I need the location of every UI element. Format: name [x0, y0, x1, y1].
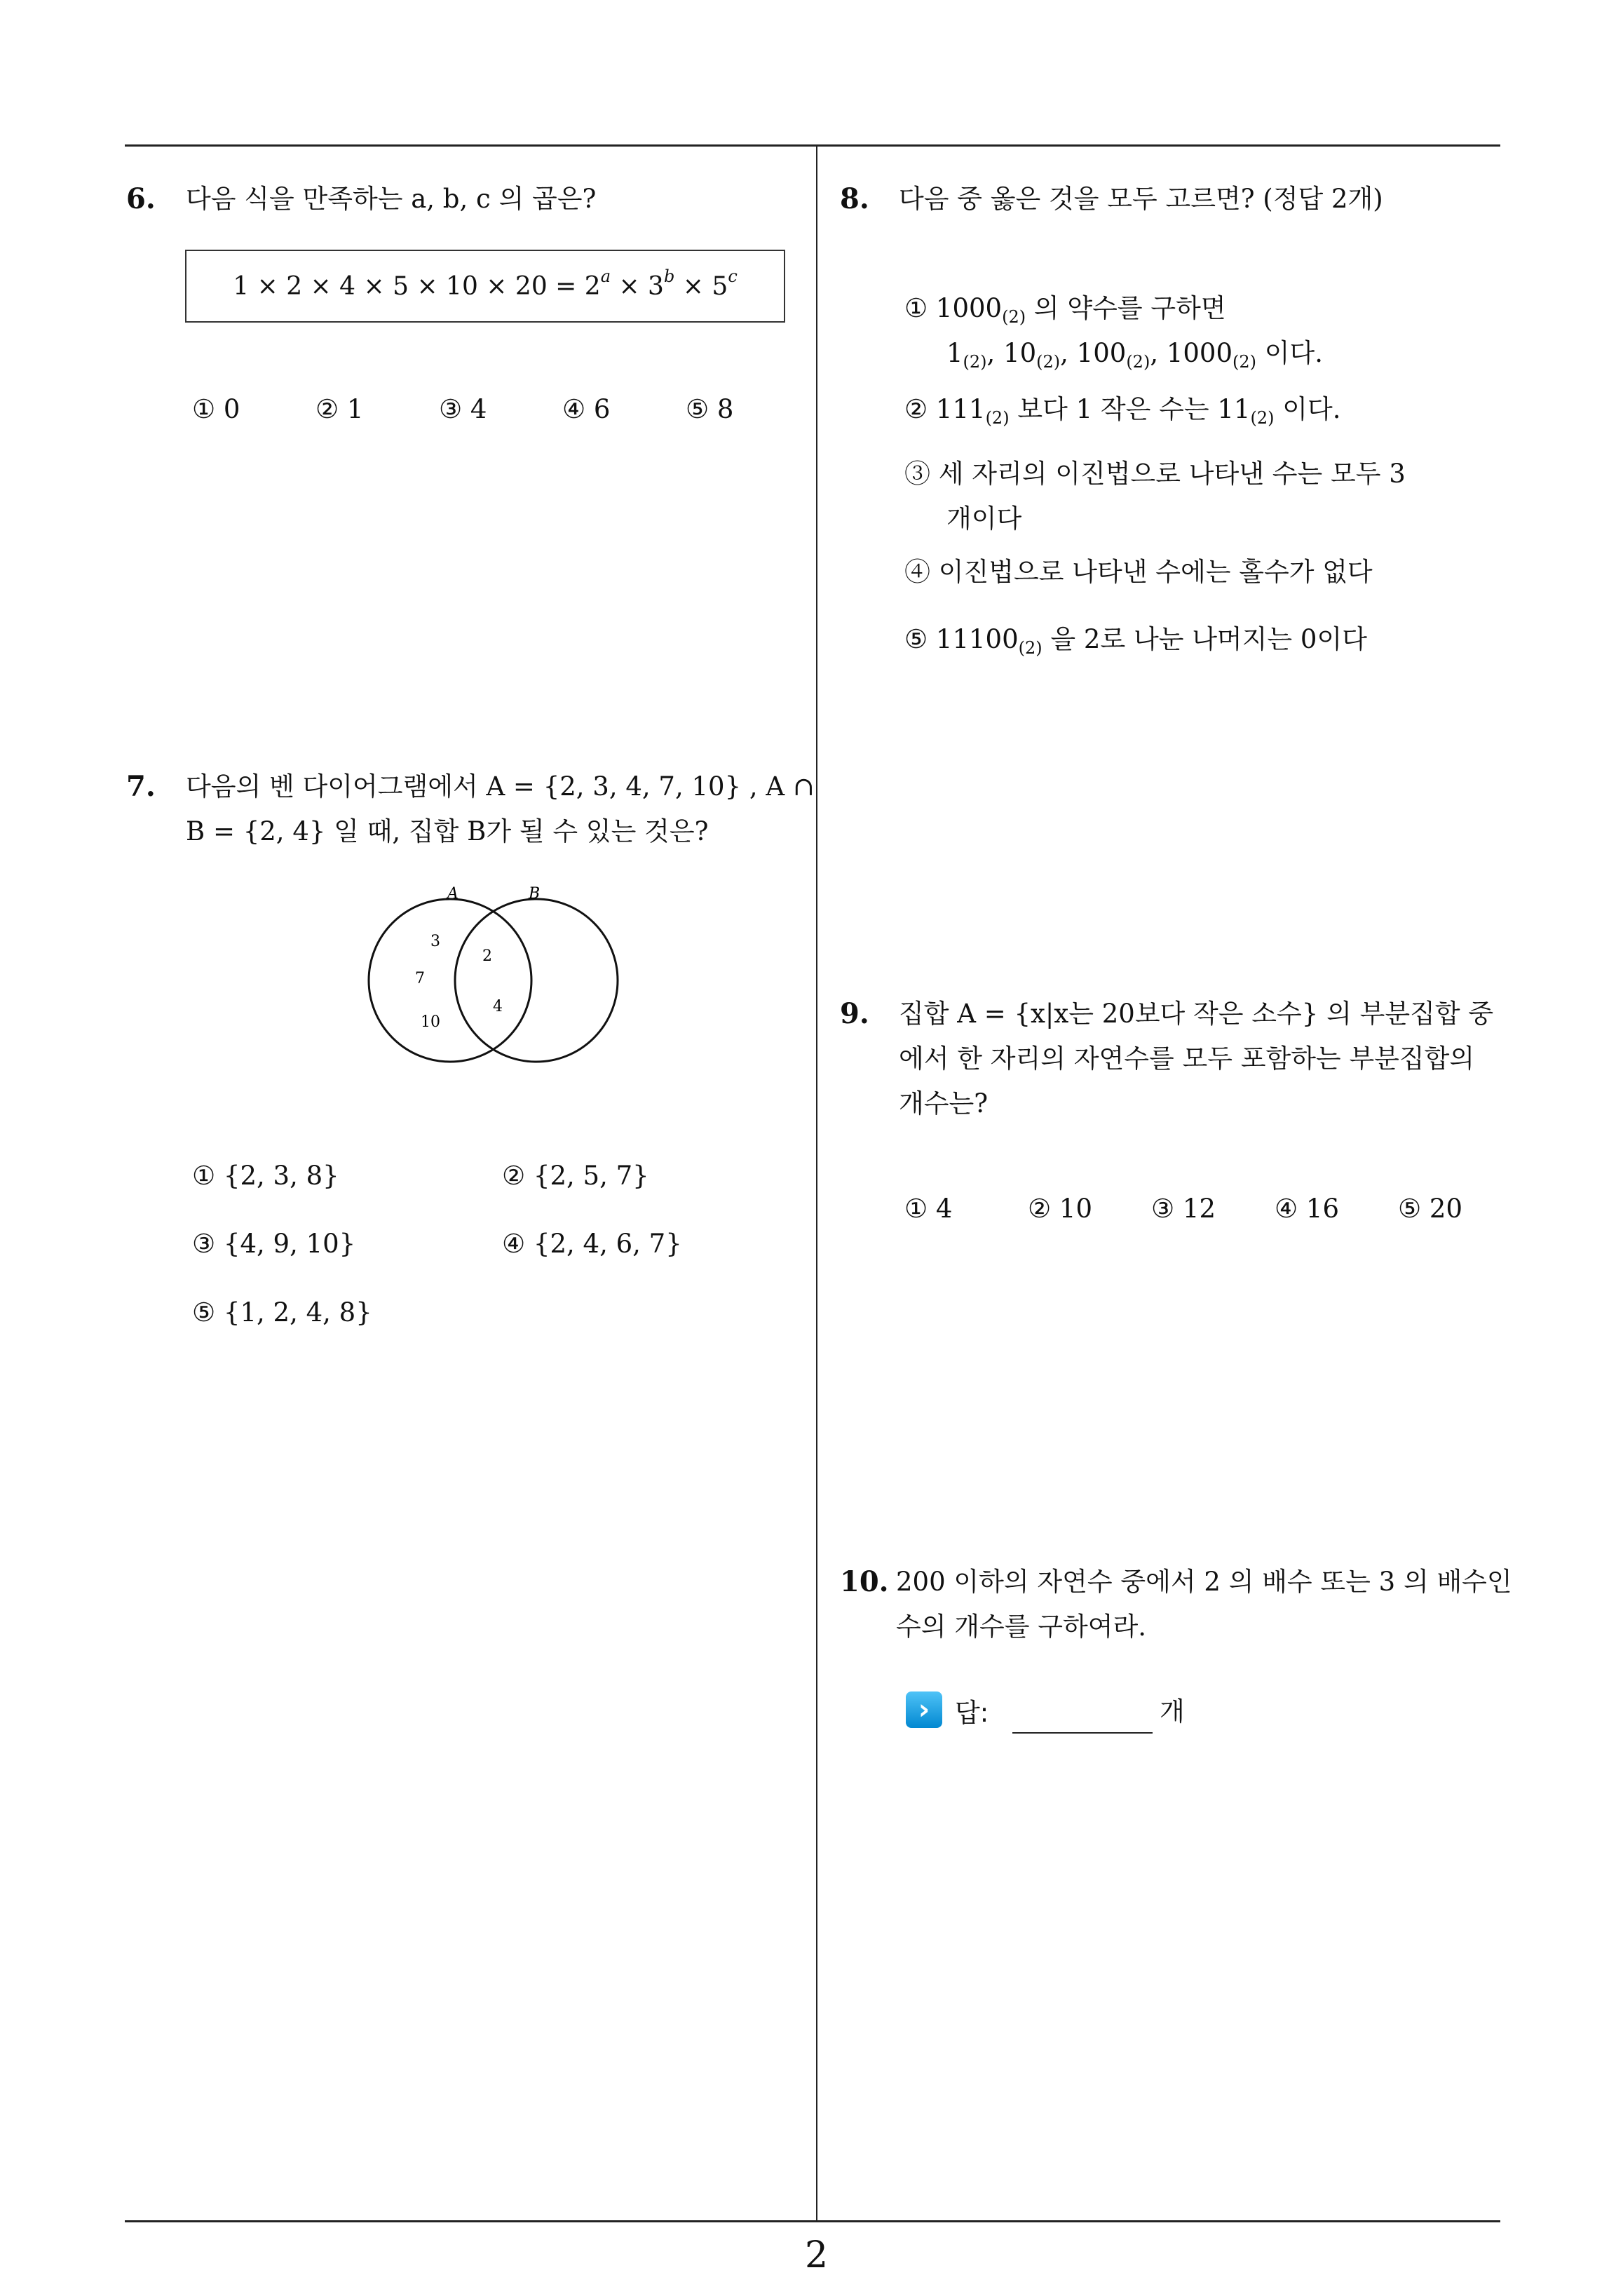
- chevron-right-icon: ›: [906, 1691, 942, 1728]
- question-text-line-1: 집합 A = {x|x는 20보다 작은 소수} 의 부분집합 중: [899, 999, 1494, 1029]
- equation: $1 \times 2 \times 4 \times 5 \times 10 \times 20 = 2^a \times 3^b \times 5^c$: [233, 266, 738, 301]
- answer-label: 답:: [955, 1698, 989, 1728]
- venn-diagram: [365, 884, 631, 1066]
- question-number: 10.: [840, 1565, 889, 1598]
- choice-2[interactable]: ② {2, 5, 7}: [502, 1161, 649, 1191]
- venn-element: 10: [421, 1013, 440, 1031]
- choice-1[interactable]: ① 0: [192, 394, 240, 424]
- choice-3[interactable]: ③ 4: [439, 394, 487, 424]
- choice-2[interactable]: ② $111_{(2)}$ 보다 1 작은 수는 $11_{(2)}$ 이다.: [904, 394, 1341, 428]
- question-text-line-1: 다음의 벤 다이어그램에서 A = {2, 3, 4, 7, 10} , A ∩: [186, 771, 815, 802]
- choice-3[interactable]: ③ {4, 9, 10}: [192, 1229, 356, 1259]
- venn-element: 7: [415, 970, 425, 987]
- choice-4[interactable]: ④ {2, 4, 6, 7}: [502, 1229, 682, 1259]
- venn-circle-b: [455, 899, 618, 1062]
- venn-label-b: B: [529, 885, 541, 903]
- answer-input[interactable]: [1012, 1700, 1153, 1734]
- choice-5[interactable]: ⑤ $11100_{(2)}$ 을 2로 나눈 나머지는 0이다: [904, 624, 1367, 658]
- question-number: 9.: [840, 997, 869, 1030]
- question-10: [840, 1560, 1512, 1658]
- choice-1[interactable]: ① {2, 3, 8}: [192, 1161, 339, 1191]
- choice-3[interactable]: ③ 세 자리의 이진법으로 나타낸 수는 모두 3 개이다: [904, 459, 1406, 534]
- column-divider: [816, 144, 817, 2222]
- question-7: [126, 764, 815, 863]
- choice-1[interactable]: ① $1000_{(2)}$ 의 약수를 구하면 $1_{(2)}$, $10_{(2)}$, $100_{(2)}$, $1000_{(2)}$ 이다.: [904, 293, 1324, 372]
- choice-3[interactable]: ③ 12: [1151, 1194, 1216, 1224]
- venn-element: 4: [493, 998, 503, 1015]
- question-text-line-2: B = {2, 4} 일 때, 집합 B가 될 수 있는 것은?: [186, 816, 709, 846]
- question-text-line-3: 개수는?: [899, 1088, 989, 1119]
- choice-5[interactable]: ⑤ 8: [686, 394, 734, 424]
- choice-5[interactable]: ⑤ 20: [1398, 1194, 1463, 1224]
- venn-element: 2: [482, 947, 492, 965]
- question-number: 7.: [126, 770, 156, 803]
- choice-4[interactable]: ④ 16: [1275, 1194, 1340, 1224]
- question-text-line-1: 200 이하의 자연수 중에서 2 의 배수 또는 3 의 배수인: [896, 1567, 1512, 1597]
- page-number: 2: [805, 2234, 829, 2276]
- venn-circle-a: [369, 899, 531, 1062]
- choice-2[interactable]: ② 10: [1028, 1194, 1093, 1224]
- top-rule: [125, 144, 1500, 147]
- venn-label-a: A: [447, 885, 459, 903]
- question-number: 6.: [126, 182, 156, 215]
- choice-1[interactable]: ① 4: [904, 1194, 953, 1224]
- question-8: [840, 177, 1499, 233]
- choice-4[interactable]: ④ 6: [562, 394, 611, 424]
- question-text-line-2: 수의 개수를 구하여라.: [896, 1612, 1146, 1642]
- question-6: [126, 177, 792, 233]
- choice-5[interactable]: ⑤ {1, 2, 4, 8}: [192, 1297, 372, 1328]
- bottom-rule: [125, 2220, 1500, 2222]
- choice-2[interactable]: ② 1: [315, 394, 364, 424]
- equation-box: [185, 250, 785, 323]
- question-number: 8.: [840, 182, 869, 215]
- answer-unit: 개: [1160, 1696, 1185, 1727]
- question-9: [840, 992, 1499, 1132]
- question-text-line-2: 에서 한 자리의 자연수를 모두 포함하는 부분집합의: [899, 1044, 1475, 1074]
- question-text: 다음 중 옳은 것을 모두 고르면? (정답 2개): [899, 184, 1383, 214]
- question-text: 다음 식을 만족하는 a, b, c 의 곱은?: [186, 184, 597, 214]
- choice-4[interactable]: ④ 이진법으로 나타낸 수에는 홀수가 없다: [904, 557, 1373, 587]
- venn-element: 3: [430, 933, 440, 950]
